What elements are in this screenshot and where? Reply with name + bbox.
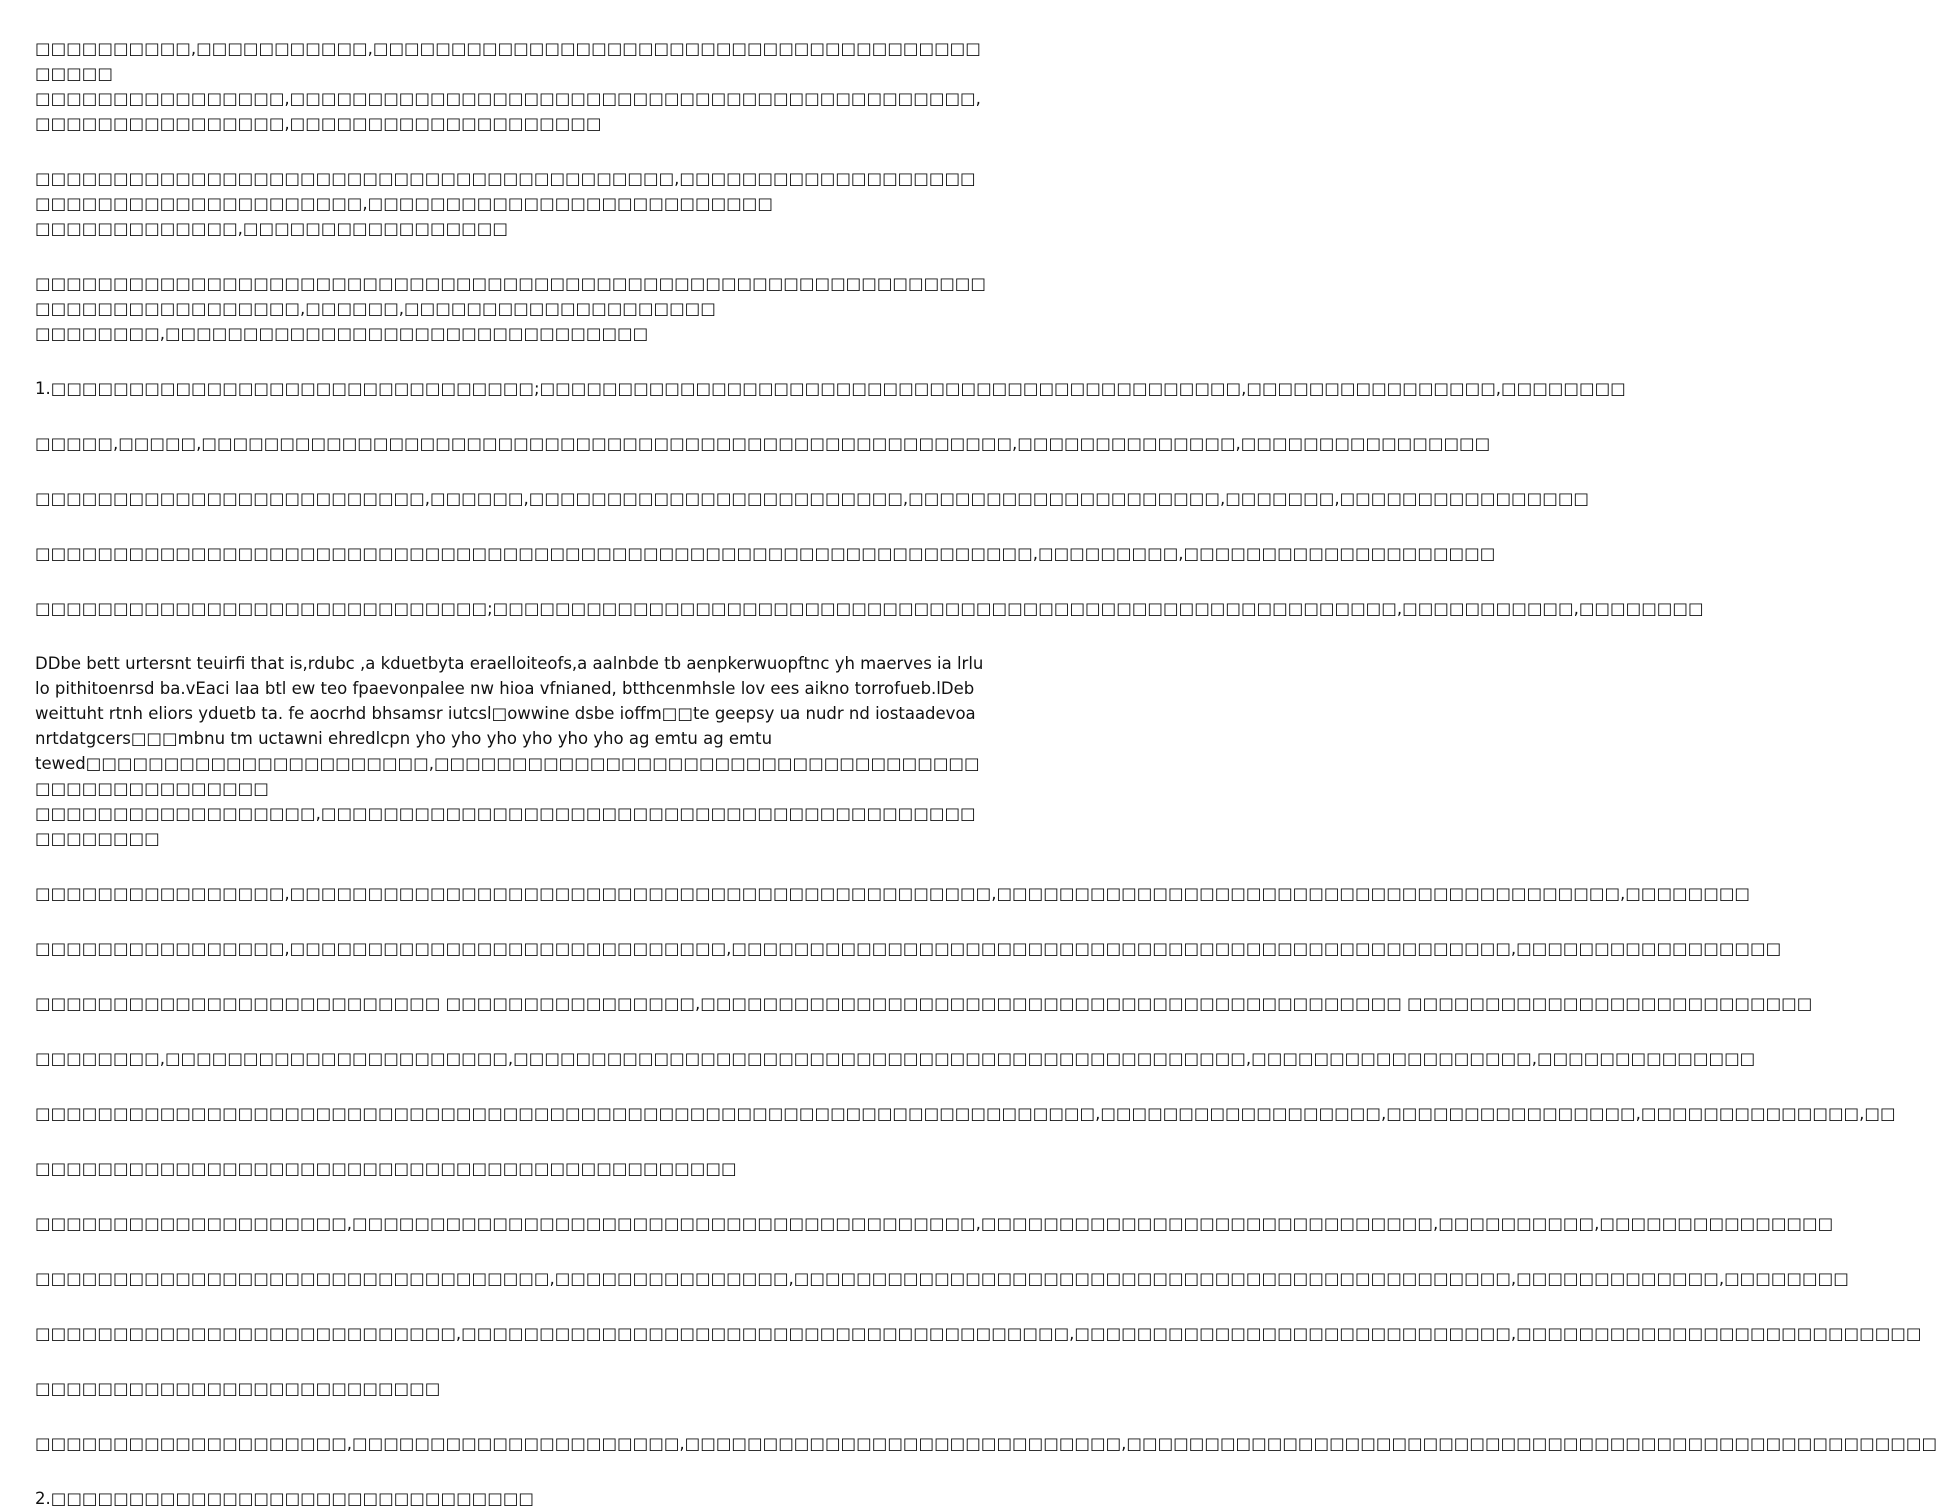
paragraph-13: □□□□□□□□,□□□□□□□□□□□□□□□□□□□□□□,□□□□□□□□□□□□□□□□□□□□□□□□□□□□□□□□□□□□□□□□□□□□□□□,□□□□□□□□□□□□□□□□□□,□□□□□□□□□□□□□□ [35, 1049, 1756, 1068]
mixed-text-paragraph: DDbe bett urtersnt teuirfi that is,rdubc ,a kduetbyta eraelloiteofs,a aalnbde tb aenpkerwuopftnc yh maerves ia lrlu lo pithitoenrsd ba.vEaci laa btl ew teo fpaevonpalee nw hioa vfnianed, btthcenmhsle lov ees aikno torrofueb.lDeb weittuht rtnh eliors yduetb ta. fe aocrhd bhsamsr iutcsl□owwine dsbe ioffm□□te geepsy ua nudr nd iostaadevoa nrtdatgcers□□□mbnu tm uctawni ehredlcpn yho yho yho yho yho yho ag emtu ag emtu tewed□□□□□□□□□□□□□□□□□□□□□□,□□□□□□□□□□□□□□□□□□□□□□□□□□□□□□□□□□□□□□□□□□□□□□□□□□ □□□□□□□□□□□□□□□□□□,□□□□□□□□□□□□□□□□□□□□□□□□□□□□□□□□□□□□□□□□□□□□□□□□□□ [35, 654, 984, 848]
paragraph-11: □□□□□□□□□□□□□□□□,□□□□□□□□□□□□□□□□□□□□□□□□□□□□,□□□□□□□□□□□□□□□□□□□□□□□□□□□□□□□□□□□□□□□□□□□□□□□□□□,□□□□□□□□□□□□□□□□□ [35, 939, 1782, 958]
paragraph-5: □□□□□,□□□□□,□□□□□□□□□□□□□□□□□□□□□□□□□□□□□□□□□□□□□□□□□□□□□□□□□□□□,□□□□□□□□□□□□□□,□□□□□□□□□□□□□□□□ [35, 434, 1491, 453]
paragraph-17: □□□□□□□□□□□□□□□□□□□□□□□□□□□□□□□□□,□□□□□□□□□□□□□□□,□□□□□□□□□□□□□□□□□□□□□□□□□□□□□□□□□□□□□□□□□□□□□□,□□□□□□□□□□□□□,□□□□□□□□ [35, 1269, 1849, 1288]
paragraph-20: □□□□□□□□□□□□□□□□□□□□,□□□□□□□□□□□□□□□□□□□□□,□□□□□□□□□□□□□□□□□□□□□□□□□□□□,□□□□□□□□□□□□□□□□□□□□□□□□□□□□□□□□□□□□□□□□□□□□□□□□□□□□ [35, 1434, 1937, 1453]
numbered-item-1: 1.□□□□□□□□□□□□□□□□□□□□□□□□□□□□□□□;□□□□□□□□□□□□□□□□□□□□□□□□□□□□□□□□□□□□□□□□□□□□□,□□□□□□□□□□□□□□□□,□□□□□□□□ [35, 379, 1626, 398]
paragraph-18: □□□□□□□□□□□□□□□□□□□□□□□□□□□,□□□□□□□□□□□□□□□□□□□□□□□□□□□□□□□□□□□□□□□,□□□□□□□□□□□□□□□□□□□□□□□□□□□□,□□□□□□□□□□□□□□□□□□□□□□□□□□ [35, 1324, 1922, 1343]
paragraph-2: □□□□□□□□□□□□□□□□□□□□□□□□□□□□□□□□□□□□□□□□□,□□□□□□□□□□□□□□□□□□□□□□□□□□□□□□□□□□□□□□□□,□□□□□□□□□□□□□□□□□□□□□□□□□□ □□□□□□□□□□□□□,□□□□□□□□□□□□□□□□□ [35, 169, 976, 238]
paragraph-10: □□□□□□□□□□□□□□□□,□□□□□□□□□□□□□□□□□□□□□□□□□□□□□□□□□□□□□□□□□□□□□,□□□□□□□□□□□□□□□□□□□□□□□□□□□□□□□□□□□□□□□□,□□□□□□□□ [35, 884, 1751, 903]
paragraph-15: □□□□□□□□□□□□□□□□□□□□□□□□□□□□□□□□□□□□□□□□□□□□□ [35, 1159, 737, 1178]
paragraph-7: □□□□□□□□□□□□□□□□□□□□□□□□□□□□□□□□□□□□□□□□□□□□□□□□□□□□□□□□□□□□□□□□,□□□□□□□□□,□□□□□□□□□□□□□□□□□□□□ [35, 544, 1496, 563]
paragraph-6: □□□□□□□□□□□□□□□□□□□□□□□□□,□□□□□□,□□□□□□□□□□□□□□□□□□□□□□□□,□□□□□□□□□□□□□□□□□□□□,□□□□□□□,□□□□□□□□□□□□□□□□ [35, 489, 1590, 508]
paragraph-19: □□□□□□□□□□□□□□□□□□□□□□□□□□ [35, 1379, 441, 1398]
numbered-item-2: 2.□□□□□□□□□□□□□□□□□□□□□□□□□□□□□□□ [35, 1489, 535, 1508]
paragraph-1: □□□□□□□□□□,□□□□□□□□□□□,□□□□□□□□□□□□□□□□□□□□□□□□□□□□□□□□□□□□□□□□□□□□ □□□□□□□□□□□□□□□□,□□□□□□□□□□□□□□□□□□□□□□□□□□□□□□□□□□□□□□□□□□□□,□□□□□□□□□□□□□□□□,□□□□□□□□□□□□□□□□□□□□ [35, 39, 981, 133]
paragraph-14: □□□□□□□□□□□□□□□□□□□□□□□□□□□□□□□□□□□□□□□□□□□□□□□□□□□□□□□□□□□□□□□□□□□□,□□□□□□□□□□□□□□□□□□,□□□□□□□□□□□□□□□□,□□□□□□□□□□□□□□,□□ [35, 1104, 1896, 1123]
document-body [35, 36, 1937, 1511]
paragraph-12: □□□□□□□□□□□□□□□□□□□□□□□□□□ □□□□□□□□□□□□□□□□,□□□□□□□□□□□□□□□□□□□□□□□□□□□□□□□□□□□□□□□□□□□□□ □□□□□□□□□□□□□□□□□□□□□□□□□□ [35, 994, 1813, 1013]
paragraph-3: □□□□□□□□□□□□□□□□□□□□□□□□□□□□□□□□□□□□□□□□□□□□□□□□□□□□□□□□□□□□□□□□□□□□□□□□□□□□□□,□□□□□□,□□□□□□□□□□□□□□□□□□□□ □□□□□□□□,□□□□□□□□□□□□□□□□□□□□□□□□□□□□□□□ [35, 274, 986, 343]
paragraph-16: □□□□□□□□□□□□□□□□□□□□,□□□□□□□□□□□□□□□□□□□□□□□□□□□□□□□□□□□□□□□□,□□□□□□□□□□□□□□□□□□□□□□□□□□□□□,□□□□□□□□□□,□□□□□□□□□□□□□□□ [35, 1214, 1834, 1233]
paragraph-8: □□□□□□□□□□□□□□□□□□□□□□□□□□□□□;□□□□□□□□□□□□□□□□□□□□□□□□□□□□□□□□□□□□□□□□□□□□□□□□□□□□□□□□□□,□□□□□□□□□□□,□□□□□□□□ [35, 599, 1704, 618]
